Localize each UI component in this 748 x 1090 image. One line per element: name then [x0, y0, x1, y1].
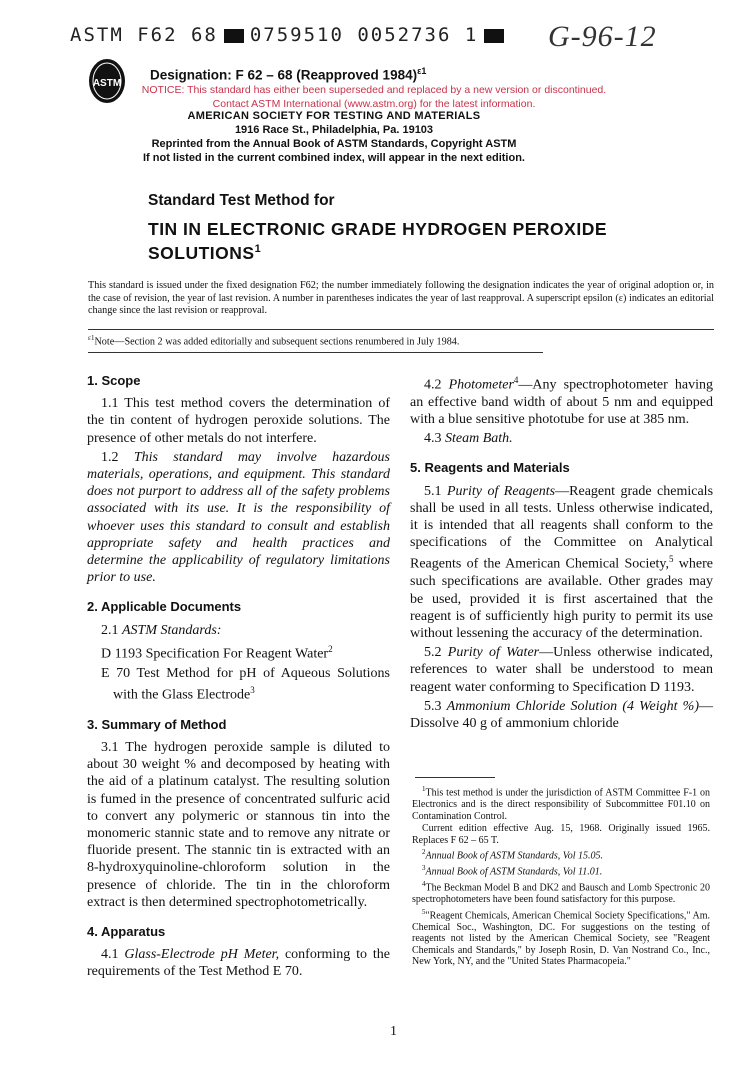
footnote-ref: 4: [513, 375, 519, 385]
page-number: 1: [390, 1024, 397, 1039]
scan-code: [70, 24, 510, 46]
scan-block-mark: [224, 29, 244, 43]
title-line-2-text: SOLUTIONS: [148, 243, 255, 263]
para-text-2: where such specifications are available. Other grades may be used, provided it is first ascertained that the reagent is of sufficiently high purity to permit its use without lessening the accuracy of the determination.: [410, 557, 713, 641]
section-heading: 3. Summary of Method: [87, 716, 227, 732]
document-title-line-1: TIN IN ELECTRONIC GRADE HYDROGEN PEROXIDE: [148, 219, 608, 239]
footnote-marker: 1: [422, 785, 426, 793]
para-title: Ammonium Chloride Solution (4 Weight %): [446, 698, 700, 714]
society-address: 1916 Race St., Philadelphia, Pa. 19103: [234, 124, 434, 136]
footnote-ref: 2: [328, 643, 333, 654]
para-title: Photometer: [448, 377, 514, 393]
reference-text: E 70 Test Method for pH of Aqueous Solutions with the Glass Electrode: [101, 665, 390, 703]
footnote-ref: 5: [669, 554, 674, 565]
footnotes: [412, 784, 710, 969]
footnote-1b: Current edition effective Aug. 15, 1968. Originally issued 1965. Replaces F 62 – 65 T.: [412, 823, 710, 846]
footnote-3: [412, 863, 710, 878]
para-num: 4.1: [101, 947, 119, 963]
title-sup: 1: [254, 243, 262, 256]
section-summary: [87, 716, 390, 911]
paragraph-3-1: 3.1 The hydrogen peroxide sample is diluted to about 30 weight % and decomposed by heating with the aid of a platinum catalyst. The resulting solution is fumed in the presence of concentrated sulfuric acid to convert any polymeric or stannous tin into the monomeric stannic state and to remove any nitrate or fluoride present. The stannic tin is extracted with an 8-hydroxyquinoline-chloroform solution in the presence of chloride. The tin in the chloroform extract is then determined spectrophotometrically.: [87, 739, 390, 910]
para-num: 5.1: [424, 483, 442, 499]
section-heading: 1. Scope: [87, 373, 141, 388]
footnote-marker: 5: [422, 907, 426, 916]
section-apparatus: [87, 923, 390, 981]
footnote-1: [412, 784, 710, 822]
intro-paragraph: This standard is issued under the fixed designation F62; the number immediately following the designation indicates the year of original adoption or, in the case of revision, the year of last revision. A number in parentheses indicates the year of last reapproval. A superscript epsilon (ε) indicates an editorial change since the last revision or reapproval.: [88, 280, 714, 316]
scan-code-right: 0759510 0052736 1: [249, 24, 479, 46]
divider: [88, 329, 714, 330]
standard-label: Standard Test Method for: [148, 192, 335, 209]
designation: [150, 66, 426, 83]
paragraph-1-1: 1.1 This test method covers the determination of the tin content of hydrogen peroxide solutions. The presence of other metals do not interfere.: [87, 396, 390, 446]
footnote-marker: 3: [422, 864, 426, 873]
para-num: 4.2: [424, 377, 442, 393]
para-num: 5.3: [424, 698, 442, 714]
paragraph-4-3: [410, 430, 713, 447]
reference-d1193: [87, 641, 390, 663]
safety-statement: This standard may involve hazardous materials, operations, and equipment. This standard does not purport to address all of the safety problems associated with its use. It is the responsibility of whoever uses this standard to consult and establish appropriate safety and health practices and determine the applicability of regulatory limitations prior to use.: [87, 449, 390, 586]
footnote-text: The Beckman Model B and DK2 and Bausch and Lomb Spectronic 20 spectrophotometers have been found satisfactory for this purpose.: [412, 882, 710, 906]
para-num: 1.2: [101, 449, 119, 465]
footnote-text: This test method is under the jurisdiction of ASTM Committee F-1 on Electronics and is the direct responsibility of Subcommittee F01.10 on Contamination Control.: [412, 787, 710, 822]
footnote-text: Annual Book of ASTM Standards, Vol 11.01.: [425, 866, 603, 878]
footnote-text: "Reagent Chemicals, American Chemical Society Specifications," Am. Chemical Soc., Washington, DC. For suggestions on the testing of reagents not listed by the American Chemical Society, see "Reagent Chemicals and Standards," by Joseph Rosin, D. Van Nostrand Co., Inc., New York, NY, and the "United States Pharmacopeia.": [412, 909, 710, 968]
para-title: Purity of Water: [447, 645, 540, 661]
section-heading: 4. Apparatus: [87, 924, 166, 939]
scan-code-left: ASTM F62 68: [70, 24, 218, 46]
paragraph-5-2: [410, 644, 713, 696]
section-scope: [87, 372, 390, 586]
paragraph-4-1: [87, 946, 390, 980]
scan-block-mark-2: [484, 29, 504, 43]
section-heading: 2. Applicable Documents: [87, 599, 242, 615]
paragraph-5-1: [410, 483, 713, 642]
para-text: —Any spectrophotometer having an effective band width of about 5 nm and equipped with a blue sensitive phototube for use at 385 nm.: [410, 377, 713, 428]
para-text: —Dissolve 40 g of ammonium chloride: [410, 698, 714, 731]
epsilon-note-text: Note—Section 2 was added editorially and subsequent sections renumbered in July 1984.: [94, 336, 460, 348]
document-title-line-2: [148, 243, 261, 264]
para-text: —Reagent grade chemicals shall be used in all tests. Unless otherwise indicated, it is intended that all reagents shall conform to the specifications of the Committee on Analytical Reagents of the American Chemical Society,: [410, 483, 714, 573]
reference-e70: [87, 665, 390, 704]
section-reagents: [410, 459, 713, 732]
society-name: AMERICAN SOCIETY FOR TESTING AND MATERIALS: [187, 110, 481, 122]
footnote-marker: 4: [422, 880, 426, 889]
divider-2: [88, 352, 543, 353]
notice-line-2: Contact ASTM International (www.astm.org) for the latest information.: [212, 98, 536, 110]
paragraph-1-2: [87, 449, 390, 587]
reprint-notice: Reprinted from the Annual Book of ASTM Standards, Copyright ASTM: [151, 138, 517, 150]
footnote-5: [412, 907, 710, 968]
designation-sup: ε1: [417, 66, 427, 76]
notice-line-1: NOTICE: This standard has either been superseded and replaced by a new version or discontinued.: [141, 84, 607, 96]
para-num: 4.3: [424, 431, 442, 447]
footnote-ref: 3: [250, 684, 255, 695]
handwritten-note: G-96-12: [548, 20, 657, 53]
para-title: Steam Bath.: [445, 431, 513, 447]
reference-text: D 1193 Specification For Reagent Water: [101, 646, 329, 662]
index-notice: If not listed in the current combined index, will appear in the next edition.: [143, 152, 525, 164]
para-title: Glass-Electrode pH Meter,: [124, 947, 280, 963]
para-text: —Unless otherwise indicated, references to water shall be understood to mean reagent water conforming to Specification D 1193.: [410, 645, 713, 695]
footnote-divider: [415, 777, 495, 778]
logo-text: ASTM: [92, 78, 122, 89]
footnote-marker: 2: [422, 848, 426, 857]
paragraph-2-1: [87, 622, 390, 639]
paragraph-5-3: [410, 698, 713, 732]
footnote-2: [412, 847, 710, 862]
left-column: [87, 372, 390, 993]
para-title: ASTM Standards:: [122, 622, 222, 638]
epsilon-sup: ε1: [88, 334, 95, 342]
section-apparatus-cont: [410, 372, 713, 447]
section-heading: 5. Reagents and Materials: [410, 460, 570, 476]
para-num: 5.2: [424, 645, 442, 661]
section-applicable-documents: [87, 598, 390, 703]
epsilon-note: [88, 334, 459, 347]
para-num: 2.1: [101, 622, 119, 638]
designation-text: Designation: F 62 – 68 (Reapproved 1984): [150, 67, 418, 83]
paragraph-4-2: [410, 372, 713, 428]
para-title: Purity of Reagents: [446, 483, 556, 499]
footnote-4: [412, 879, 710, 906]
right-column: [410, 372, 713, 744]
footnote-text: Annual Book of ASTM Standards, Vol 15.05.: [425, 850, 603, 862]
para-text: conforming to the requirements of the Test Method E 70.: [87, 947, 391, 980]
